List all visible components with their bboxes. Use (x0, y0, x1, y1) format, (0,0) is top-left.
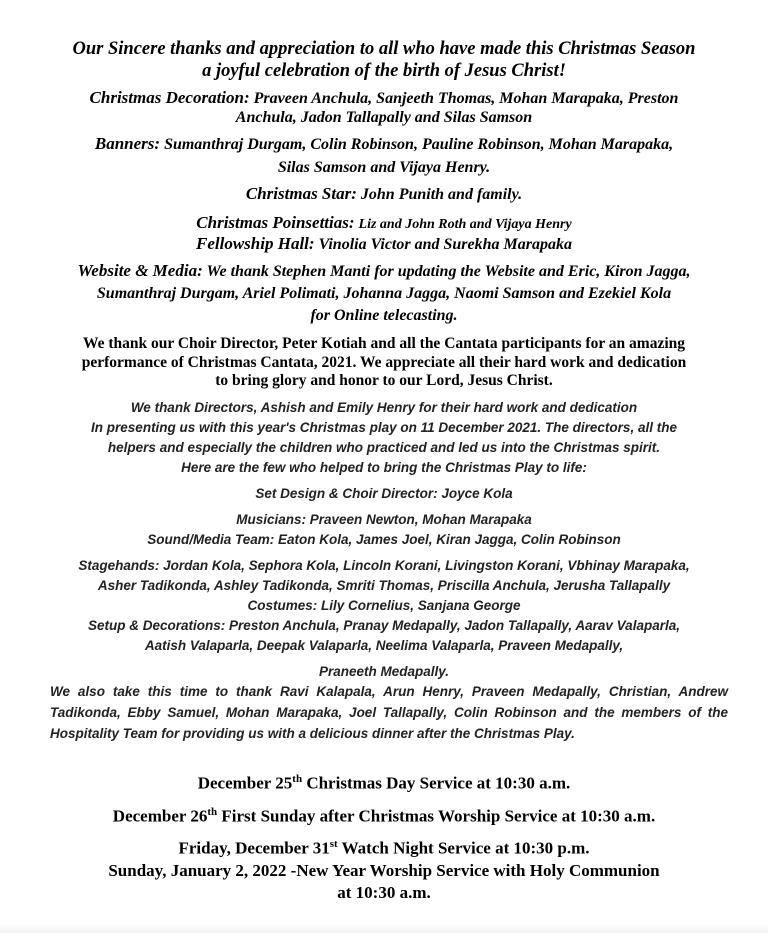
fellowship-label: Fellowship Hall: (196, 234, 315, 253)
service-3-text: Watch Night Service at 10:30 p.m. (337, 838, 590, 858)
service-schedule (0, 768, 768, 904)
play-line-3: helpers and especially the children who practiced and led us into the Christmas spirit. (107, 440, 661, 455)
acknowledgements (0, 88, 768, 325)
decoration-row (0, 88, 768, 108)
page-bottom-edge (0, 923, 768, 933)
play-line-4: Here are the few who helped to bring the Christmas Play to life: (181, 460, 587, 475)
banners-names-2: Silas Samson and Vijaya Henry. (277, 159, 491, 176)
service-2-text: First Sunday after Christmas Worship Service at 10:30 a.m. (217, 806, 656, 826)
intro-line-1: Our Sincere thanks and appreciation to all who have made this Christmas Season (72, 39, 696, 59)
setup-credit-1: Setup & Decorations: Preston Anchula, Pranay Medapally, Jadon Tallapally, Aarav Valaparla, (88, 618, 680, 633)
service-1-date: December 25 (197, 773, 293, 793)
service-1-suffix: th (292, 773, 303, 785)
star-label: Christmas Star: (245, 184, 357, 203)
setup-credit-3: Praneeth Medapally. (318, 664, 450, 679)
star-row (0, 184, 768, 204)
choir-thanks (0, 335, 768, 391)
costumes-credit: Costumes: Lily Cornelius, Sanjana George (247, 598, 521, 613)
website-label: Website & Media: (77, 261, 203, 280)
setup-credit-2: Aatish Valaparla, Deepak Valaparla, Neelima Valaparla, Praveen Medapally, (144, 638, 624, 653)
hospitality-thanks-paragraph: We also take this time to thank Ravi Kalapala, Arun Henry, Praveen Medapally, Christian, Andrew Tadikonda, Ebby Samuel, Mohan Marapaka, Joel Tallapally, Colin Robinson and the members of the Hospitality Team for providing us with a delicious dinner after the Christmas Play. (50, 684, 728, 741)
banners-label: Banners: (94, 134, 161, 153)
service-3-date: Friday, December 31 (178, 838, 330, 858)
website-text-3: for Online telecasting. (310, 307, 458, 324)
poinsettias-names: Liz and John Roth and Vijaya Henry (358, 217, 572, 232)
christmas-play-credits (0, 398, 768, 682)
service-1-text: Christmas Day Service at 10:30 a.m. (302, 773, 571, 793)
set-design-credit: Set Design & Choir Director: Joyce Kola (255, 486, 513, 501)
decoration-label: Christmas Decoration: (89, 88, 250, 107)
banners-names-1: Sumanthraj Durgam, Colin Robinson, Pauline Robinson, Mohan Marapaka, (164, 136, 674, 153)
service-new-year-line-2: at 10:30 a.m. (337, 882, 431, 902)
service-3-suffix: st (329, 838, 338, 851)
musicians-credit: Musicians: Praveen Newton, Mohan Marapaka (236, 512, 532, 527)
choir-line-3: to bring glory and honor to our Lord, Jesus Christ. (215, 372, 553, 389)
decoration-names-2: Anchula, Jadon Tallapally and Silas Samson (235, 109, 533, 126)
website-row (0, 261, 768, 281)
service-new-year-line-1: Sunday, January 2, 2022 -New Year Worship Service with Holy Communion (108, 860, 660, 880)
poinsettias-label: Christmas Poinsettias: (196, 213, 355, 232)
website-text-2: Sumanthraj Durgam, Ariel Polimati, Johanna Jagga, Naomi Samson and Ezekiel Kola (96, 285, 672, 302)
play-line-1: We thank Directors, Ashish and Emily Henry for their hard work and dedication (130, 400, 638, 415)
service-christmas-day (0, 768, 768, 795)
service-2-suffix: th (207, 805, 218, 818)
fellowship-row (0, 234, 768, 254)
choir-line-1: We thank our Choir Director, Peter Kotiah and all the Cantata participants for an amazing (82, 335, 686, 352)
star-names: John Punith and family. (360, 186, 523, 203)
service-2-date: December 26 (112, 806, 208, 826)
intro-heading (0, 38, 768, 82)
service-first-sunday (0, 801, 768, 828)
play-line-2: In presenting us with this year's Christmas play on 11 December 2021. The directors, all the (91, 420, 677, 435)
choir-line-2: performance of Christmas Cantata, 2021. We appreciate all their hard work and dedication (81, 353, 687, 371)
service-watch-night (0, 833, 768, 860)
website-text-1: We thank Stephen Manti for updating the Website and Eric, Kiron Jagga, (206, 263, 691, 280)
banners-row (0, 134, 768, 154)
stagehands-credit-2: Asher Tadikonda, Ashley Tadikonda, Smriti Thomas, Priscilla Anchula, Jerusha Tallapally (97, 578, 671, 593)
decoration-names-1: Praveen Anchula, Sanjeeth Thomas, Mohan Marapaka, Preston (253, 90, 679, 107)
sound-media-credit: Sound/Media Team: Eaton Kola, James Joel, Kiran Jagga, Colin Robinson (147, 532, 621, 547)
poinsettias-row (0, 213, 768, 234)
fellowship-names: Vinolia Victor and Surekha Marapaka (318, 236, 572, 253)
intro-line-2: a joyful celebration of the birth of Jesus Christ! (202, 61, 566, 81)
stagehands-credit-1: Stagehands: Jordan Kola, Sephora Kola, Lincoln Korani, Livingston Korani, Vbhinay Marapaka, (78, 558, 690, 573)
